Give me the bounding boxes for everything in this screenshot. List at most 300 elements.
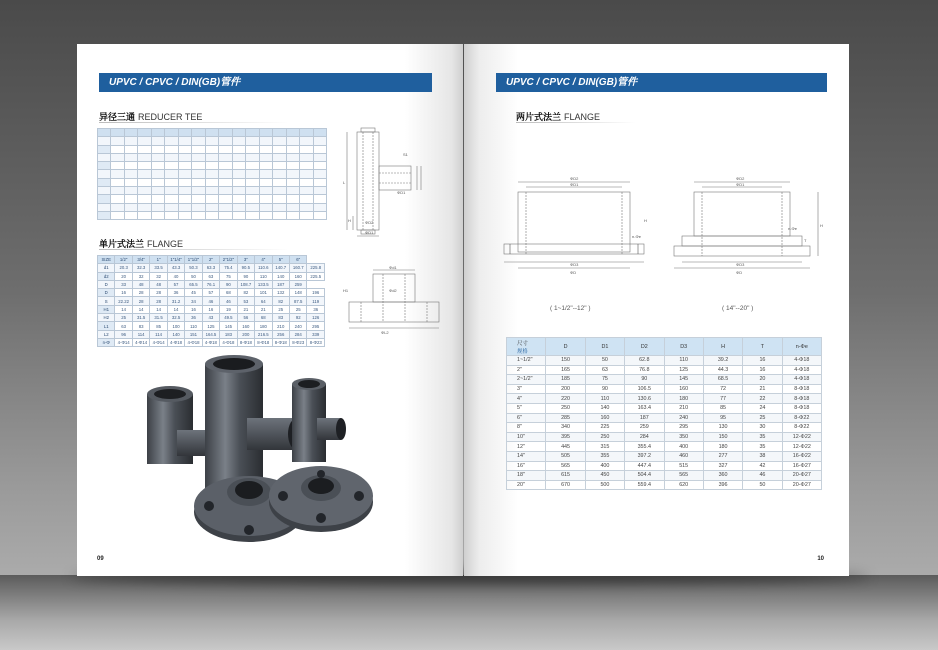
table-cell (219, 187, 232, 195)
table-cell: 90 (220, 280, 237, 288)
table-cell (205, 178, 218, 186)
table-cell: 355.4 (625, 442, 664, 452)
table-row (98, 280, 325, 288)
table-cell: 565 (546, 461, 585, 471)
table-cell (313, 170, 327, 178)
table-cell (246, 211, 259, 219)
table-cell: 75 (220, 272, 237, 280)
right-page (464, 44, 849, 576)
table-cell (138, 211, 151, 219)
table-cell (246, 170, 259, 178)
right-banner: UPVC / CPVC / DIN(GB)管件 (496, 73, 827, 92)
table-cell (178, 137, 191, 145)
table-cell (98, 162, 111, 170)
table-cell: 100 (167, 322, 184, 330)
table-cell (273, 203, 286, 211)
table-cell (192, 170, 205, 178)
size-label: 2~1/2" (507, 375, 546, 385)
table-header-cell (165, 129, 178, 137)
table-cell (192, 137, 205, 145)
table-cell (111, 187, 124, 195)
table-cell: 48 (132, 280, 149, 288)
size-header-label: 尺寸 (517, 340, 528, 347)
table-cell: 30 (743, 423, 782, 433)
table-cell: 327 (703, 461, 742, 471)
table-cell: 96 (115, 330, 132, 338)
table-cell: 25 (289, 305, 306, 313)
table-row (98, 195, 327, 203)
table-cell: 185 (546, 375, 585, 385)
table-cell: 21 (255, 305, 272, 313)
table-header-cell (313, 129, 327, 137)
table-row (98, 187, 327, 195)
table-cell: 8-Φ22 (782, 413, 821, 423)
svg-text:ΦD3: ΦD3 (736, 262, 745, 267)
table-cell: 132 (272, 289, 289, 297)
table-cell: 180 (255, 322, 272, 330)
table-cell (300, 187, 313, 195)
table-cell: 32.3 (132, 264, 149, 272)
table-cell: 39.2 (703, 356, 742, 366)
table-cell (219, 203, 232, 211)
flange-single-table (97, 255, 325, 347)
table-cell: 140 (585, 403, 624, 413)
table-cell: 82 (272, 297, 289, 305)
svg-text:H: H (644, 218, 647, 223)
table-cell: 200 (237, 330, 254, 338)
table-cell (313, 195, 327, 203)
table-cell: 63 (115, 322, 132, 330)
table-cell: 164.5 (202, 330, 219, 338)
table-cell: 395 (546, 432, 585, 442)
size-label: 8" (507, 423, 546, 433)
table-cell: 25 (115, 314, 132, 322)
table-cell: 240 (289, 322, 306, 330)
svg-text:ΦD2: ΦD2 (570, 176, 579, 181)
table-header-cell (246, 129, 259, 137)
table-header-row (507, 338, 822, 356)
table-cell: 160 (664, 384, 703, 394)
table-cell: 180 (664, 394, 703, 404)
table-cell (192, 162, 205, 170)
row-label: S (98, 297, 115, 305)
table-cell (273, 145, 286, 153)
table-cell: 130.6 (625, 394, 664, 404)
svg-text:ΦD1: ΦD1 (570, 182, 579, 187)
table-row (98, 211, 327, 219)
table-cell (151, 211, 164, 219)
table-cell: 140 (167, 330, 184, 338)
table-header-cell: 1"1/2" (185, 256, 202, 264)
svg-text:ΦD2: ΦD2 (736, 176, 745, 181)
table-cell (98, 195, 111, 203)
flange-split-title-cn: 两片式法兰 (516, 112, 562, 122)
table-cell: 21 (237, 305, 254, 313)
table-header-cell (219, 129, 232, 137)
table-cell (300, 211, 313, 219)
table-cell: 355 (585, 451, 624, 461)
size-spec-header (507, 338, 546, 356)
table-cell (138, 187, 151, 195)
table-cell (165, 145, 178, 153)
table-cell (232, 145, 245, 153)
table-cell (286, 170, 299, 178)
size-label: 14" (507, 451, 546, 461)
row-label: D (98, 280, 115, 288)
table-cell (165, 178, 178, 186)
table-cell (286, 178, 299, 186)
table-cell: 114 (150, 330, 167, 338)
table-cell: 114 (132, 330, 149, 338)
table-cell: 68 (255, 314, 272, 322)
table-cell: 50 (743, 480, 782, 490)
table-cell (151, 137, 164, 145)
table-cell: 285 (546, 413, 585, 423)
table-cell: 64 (255, 297, 272, 305)
table-cell (165, 162, 178, 170)
table-cell (178, 145, 191, 153)
table-header-cell (259, 129, 272, 137)
table-header-cell: 3/4" (132, 256, 149, 264)
table-cell: 34 (185, 297, 202, 305)
table-cell (178, 187, 191, 195)
table-row (507, 375, 822, 385)
table-cell (165, 170, 178, 178)
table-row (507, 432, 822, 442)
flange-single-title-en: FLANGE (147, 239, 184, 249)
svg-text:ΦL2: ΦL2 (381, 330, 389, 335)
table-cell (205, 203, 218, 211)
table-cell: 110.6 (255, 264, 272, 272)
table-cell: 447.4 (625, 461, 664, 471)
table-cell: 284 (289, 330, 306, 338)
table-cell (273, 162, 286, 170)
table-cell (178, 153, 191, 161)
table-cell: 615 (546, 471, 585, 481)
table-cell (178, 170, 191, 178)
table-cell: 36 (185, 314, 202, 322)
table-cell: 76.8 (625, 365, 664, 375)
table-header-cell (192, 129, 205, 137)
table-cell (138, 203, 151, 211)
table-cell: 20-Φ27 (782, 471, 821, 481)
table-header-cell (232, 129, 245, 137)
table-cell (205, 195, 218, 203)
table-cell: 31.5 (132, 314, 149, 322)
table-cell: 160 (237, 322, 254, 330)
table-cell: 12-Φ22 (782, 442, 821, 452)
table-cell: 360 (703, 471, 742, 481)
table-cell: 210 (664, 403, 703, 413)
caption-small-flange: ( 1~1/2"--12" ) (550, 305, 591, 312)
table-cell: 45 (185, 289, 202, 297)
table-cell: 76.1 (202, 280, 219, 288)
table-cell (259, 203, 272, 211)
size-label: 16" (507, 461, 546, 471)
table-cell: 22 (743, 394, 782, 404)
table-header-cell: D1 (585, 338, 624, 356)
table-cell (124, 195, 137, 203)
table-cell (138, 195, 151, 203)
table-cell: 140.7 (272, 264, 289, 272)
table-cell: 87.5 (289, 297, 306, 305)
table-cell (286, 195, 299, 203)
flange-single-drawing (343, 262, 443, 337)
table-cell: 4-Φ18 (782, 375, 821, 385)
table-cell (286, 153, 299, 161)
table-header-cell (98, 129, 111, 137)
table-cell (232, 211, 245, 219)
size-label: 4" (507, 394, 546, 404)
table-cell (124, 178, 137, 186)
table-cell (219, 162, 232, 170)
table-cell (151, 195, 164, 203)
left-page-number: 09 (97, 556, 104, 562)
table-cell: 28 (150, 297, 167, 305)
table-cell: 8-Φ18 (782, 394, 821, 404)
table-cell (98, 153, 111, 161)
table-row (98, 162, 327, 170)
table-cell (300, 203, 313, 211)
row-label: L1 (98, 322, 115, 330)
table-cell: 63 (202, 272, 219, 280)
table-cell: 90 (585, 384, 624, 394)
table-cell (259, 178, 272, 186)
table-cell (246, 195, 259, 203)
table-cell: 40 (167, 272, 184, 280)
table-cell (259, 170, 272, 178)
table-cell: 20.3 (115, 264, 132, 272)
table-cell: 4-Φ18 (782, 365, 821, 375)
table-cell (246, 145, 259, 153)
table-row (98, 264, 325, 272)
table-cell (178, 178, 191, 186)
table-cell (286, 145, 299, 153)
table-cell: 4-Φ18 (185, 338, 202, 346)
table-cell: 126 (307, 314, 325, 322)
table-header-cell: n-Φe (782, 338, 821, 356)
table-cell (300, 170, 313, 178)
table-cell (111, 153, 124, 161)
table-cell: 16 (743, 365, 782, 375)
table-header-cell: 2" (202, 256, 219, 264)
table-cell (98, 170, 111, 178)
table-cell (192, 153, 205, 161)
svg-text:L: L (343, 180, 346, 185)
table-cell: 68.5 (703, 375, 742, 385)
table-cell: 8-Φ22 (782, 423, 821, 433)
table-cell: 200 (546, 384, 585, 394)
table-cell: 150 (546, 356, 585, 366)
table-cell: 259 (289, 280, 306, 288)
table-cell (219, 145, 232, 153)
size-label: 20" (507, 480, 546, 490)
table-cell (124, 211, 137, 219)
table-cell (111, 162, 124, 170)
table-cell: 8-Φ23 (289, 338, 306, 346)
table-cell (246, 162, 259, 170)
table-cell (313, 178, 327, 186)
table-cell: 14 (150, 305, 167, 313)
table-cell: 38 (743, 451, 782, 461)
table-cell (286, 137, 299, 145)
table-cell: 225 (585, 423, 624, 433)
flange-split-title-en: FLANGE (564, 112, 601, 122)
table-row (98, 330, 325, 338)
table-cell: 49.5 (220, 314, 237, 322)
table-cell (124, 170, 137, 178)
table-cell (300, 178, 313, 186)
table-cell (111, 211, 124, 219)
table-cell (124, 162, 137, 170)
table-cell (151, 178, 164, 186)
table-cell (232, 170, 245, 178)
table-cell (259, 162, 272, 170)
table-cell: 16 (115, 289, 132, 297)
table-cell (165, 203, 178, 211)
table-cell: 145 (220, 322, 237, 330)
table-cell (151, 145, 164, 153)
table-cell: 16 (202, 305, 219, 313)
table-cell: 133.5 (255, 280, 272, 288)
table-header-cell: 4" (255, 256, 272, 264)
svg-text:ΦD2: ΦD2 (365, 220, 374, 225)
table-cell: 28 (150, 289, 167, 297)
reducer-tee-title-cn: 异径三通 (99, 112, 136, 122)
table-cell: 57 (202, 289, 219, 297)
table-cell (98, 178, 111, 186)
table-cell: 151 (185, 330, 202, 338)
svg-text:H1: H1 (343, 288, 349, 293)
svg-text:Φd2: Φd2 (389, 288, 397, 293)
svg-text:ΦD: ΦD (736, 270, 743, 275)
table-cell: 95 (703, 413, 742, 423)
table-cell (138, 170, 151, 178)
table-cell: 21 (743, 384, 782, 394)
flange-split-drawing-small (500, 172, 650, 292)
table-cell: 163.4 (625, 403, 664, 413)
table-cell: 670 (546, 480, 585, 490)
table-header-cell (273, 129, 286, 137)
table-cell: 46 (202, 297, 219, 305)
table-cell: 284 (625, 432, 664, 442)
table-cell: 42 (743, 461, 782, 471)
table-cell (138, 137, 151, 145)
table-cell: 46 (743, 471, 782, 481)
table-cell: 50.3 (185, 264, 202, 272)
table-cell: 20 (115, 272, 132, 280)
table-cell: 31.5 (150, 314, 167, 322)
table-row (98, 322, 325, 330)
table-cell (178, 162, 191, 170)
table-header-row (98, 129, 327, 137)
table-cell (205, 162, 218, 170)
row-label: d2 (98, 272, 115, 280)
row-label: H2 (98, 314, 115, 322)
table-cell (98, 187, 111, 195)
table-cell (178, 195, 191, 203)
table-cell: 62.8 (625, 356, 664, 366)
table-header-row (98, 256, 325, 264)
row-label: H1 (98, 305, 115, 313)
table-cell (192, 145, 205, 153)
table-cell: 43.3 (167, 264, 184, 272)
table-cell (98, 145, 111, 153)
flange-single-underline (99, 249, 289, 250)
table-cell (111, 145, 124, 153)
table-cell: 565 (664, 471, 703, 481)
table-cell (286, 211, 299, 219)
table-cell: 85 (703, 403, 742, 413)
table-cell (219, 170, 232, 178)
svg-text:ΦD3: ΦD3 (570, 262, 579, 267)
table-cell: 225.8 (307, 264, 325, 272)
table-cell (124, 203, 137, 211)
table-header-cell: T (743, 338, 782, 356)
table-row (507, 394, 822, 404)
reducer-tee-drawing (343, 124, 443, 239)
table-cell (300, 137, 313, 145)
table-cell: 32 (132, 272, 149, 280)
table-cell (178, 203, 191, 211)
table-cell: 259 (625, 423, 664, 433)
row-label: d1 (98, 264, 115, 272)
table-cell: 110 (585, 394, 624, 404)
table-cell (232, 203, 245, 211)
table-cell: 4-Φ14 (115, 338, 132, 346)
table-cell: 500 (585, 480, 624, 490)
table-cell (124, 153, 137, 161)
table-cell: 119 (307, 297, 325, 305)
table-cell (165, 137, 178, 145)
table-row (98, 178, 327, 186)
table-cell (246, 137, 259, 145)
size-label: 6" (507, 413, 546, 423)
table-cell (232, 178, 245, 186)
table-cell: 50 (185, 272, 202, 280)
table-cell: 148 (289, 289, 306, 297)
table-row (98, 170, 327, 178)
table-cell: 4-Φ18 (167, 338, 184, 346)
table-row (98, 314, 325, 322)
table-cell (192, 187, 205, 195)
table-header-cell (300, 129, 313, 137)
table-cell: 196 (307, 289, 325, 297)
table-cell (219, 195, 232, 203)
table-row (507, 365, 822, 375)
table-cell: 108.7 (237, 280, 254, 288)
table-cell (232, 137, 245, 145)
row-label: n-Φ (98, 338, 115, 346)
table-row (507, 356, 822, 366)
table-cell: 110 (185, 322, 202, 330)
table-cell: 48 (150, 280, 167, 288)
table-cell: 8-Φ18 (782, 384, 821, 394)
table-cell: 83 (272, 314, 289, 322)
table-cell: 559.4 (625, 480, 664, 490)
table-header-cell (178, 129, 191, 137)
table-cell (219, 211, 232, 219)
table-cell (259, 153, 272, 161)
table-cell (273, 137, 286, 145)
svg-text:Φd1: Φd1 (389, 265, 397, 270)
table-cell (111, 203, 124, 211)
table-cell: 125 (664, 365, 703, 375)
table-cell: 445 (546, 442, 585, 452)
table-cell: 350 (664, 432, 703, 442)
table-cell (286, 203, 299, 211)
table-cell: 4-Φ14 (150, 338, 167, 346)
